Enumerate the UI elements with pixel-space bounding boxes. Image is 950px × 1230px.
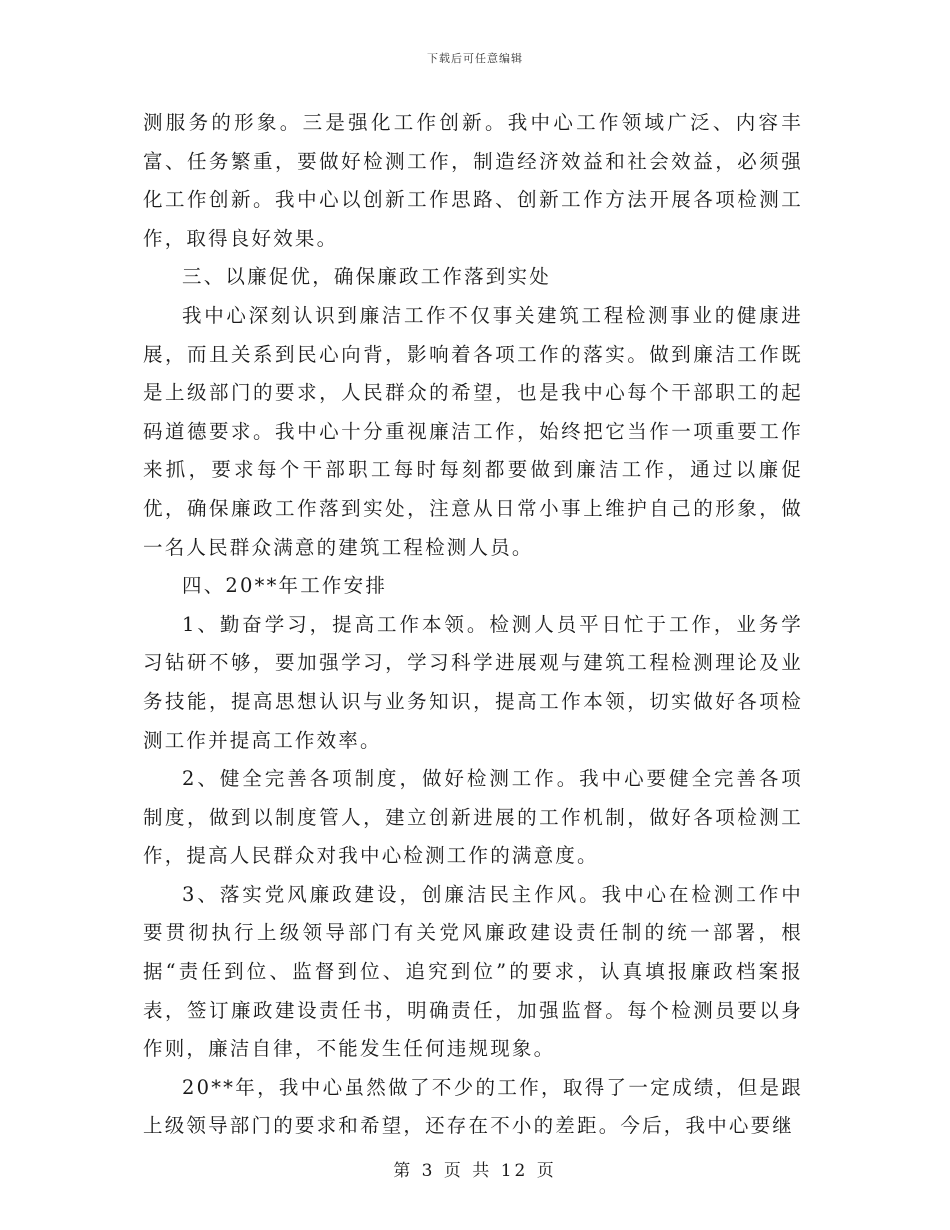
plan-item-3: 3、落实党风廉政建设，创廉洁民主作风。我中心在检测工作中要贯彻执行上级领导部门有关党风廉政建设责任制的统一部署，根据“责任到位、监督到位、追究到位”的要求，认真填报廉政档案报表，签订廉政建设责任书，明确责任，加强监督。每个检测员要以身作则，廉洁自律，不能发生任何违规现象。 bbox=[143, 882, 803, 1061]
plan-item-2: 2、健全完善各项制度，做好检测工作。我中心要健全完善各项制度，做到以制度管人，建立创新进展的工作机制，做好各项检测工作，提高人民群众对我中心检测工作的满意度。 bbox=[143, 767, 803, 868]
section-heading-4: 四、20**年工作安排 bbox=[182, 574, 388, 598]
paragraph-closing: 20**年，我中心虽然做了不少的工作，取得了一定成绩，但是跟上级领导部门的要求和希望，还存在不小的差距。今后，我中心要继 bbox=[143, 1075, 803, 1138]
paragraph-2: 我中心深刻认识到廉洁工作不仅事关建筑工程检测事业的健康进展，而且关系到民心向背，影响着各项工作的落实。做到廉洁工作既是上级部门的要求，人民群众的希望，也是我中心每个干部职工的起码道德要求。我中心十分重视廉洁工作，始终把它当作一项重要工作来抓，要求每个干部职工每时每刻都要做到廉洁工作，通过以廉促优，确保廉政工作落到实处，注意从日常小事上维护自己的形象，做一名人民群众满意的建筑工程检测人员。 bbox=[143, 303, 803, 559]
page-header-note: 下载后可任意编辑 bbox=[427, 52, 523, 65]
document-body bbox=[143, 104, 803, 1146]
paragraph-1: 测服务的形象。三是强化工作创新。我中心工作领域广泛、内容丰富、任务繁重，要做好检测工作，制造经济效益和社会效益，必须强化工作创新。我中心以创新工作思路、创新工作方法开展各项检测工作，取得良好效果。 bbox=[143, 111, 803, 250]
page-number: 第 3 页 共 12 页 bbox=[393, 1161, 557, 1181]
section-heading-3: 三、以廉促优，确保廉政工作落到实处 bbox=[182, 265, 551, 289]
plan-item-1: 1、勤奋学习，提高工作本领。检测人员平日忙于工作，业务学习钻研不够，要加强学习，学习科学进展观与建筑工程检测理论及业务技能，提高思想认识与业务知识，提高工作本领，切实做好各项检测工作并提高工作效率。 bbox=[143, 612, 803, 752]
